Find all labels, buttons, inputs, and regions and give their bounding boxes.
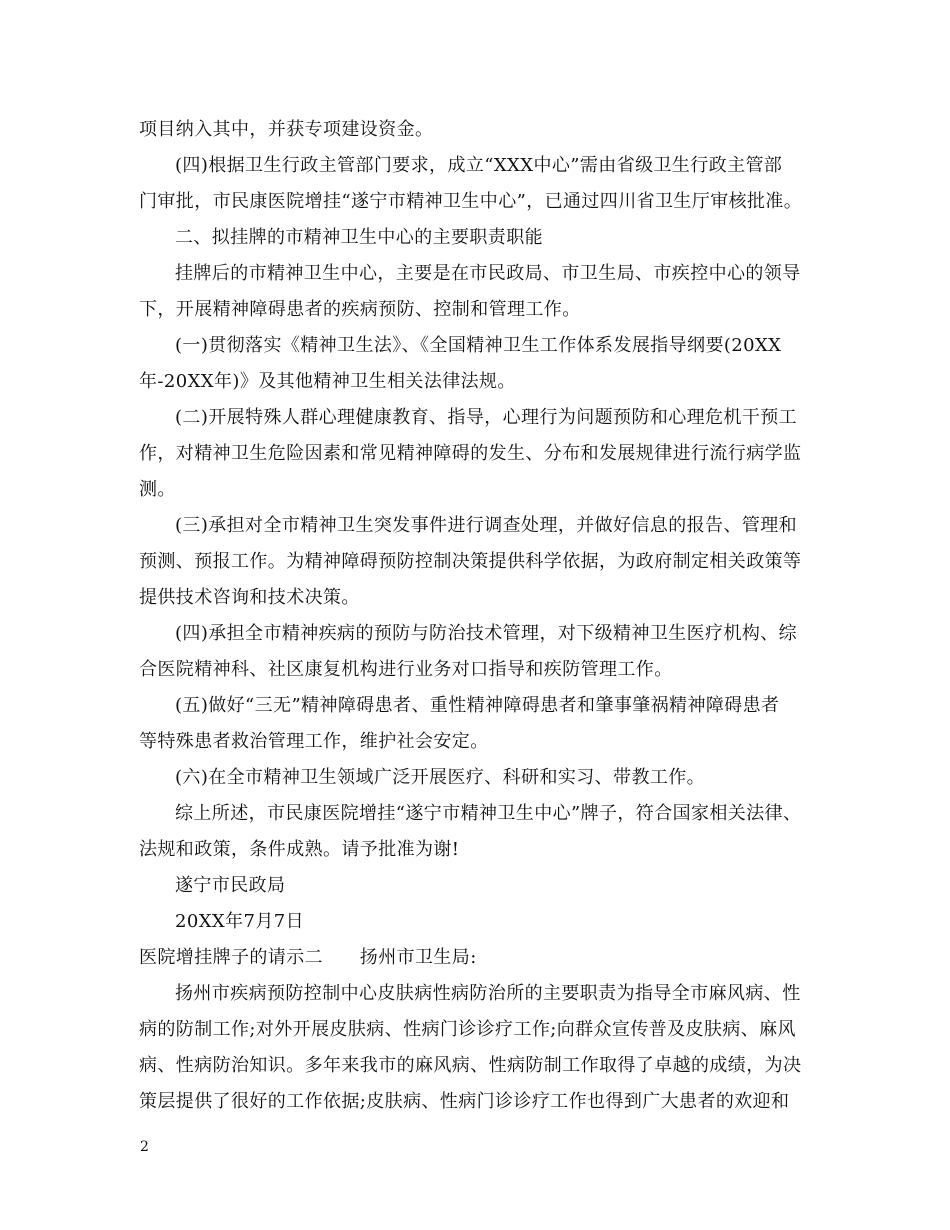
text-line: 下，开展精神障碍患者的疾病预防、控制和管理工作。 — [139, 299, 581, 320]
text-line: 法规和政策，条件成熟。请予批准为谢! — [139, 839, 460, 860]
text-line: 项目纳入其中，并获专项建设资金。 — [139, 119, 434, 140]
text-line: 策层提供了很好的工作依据;皮肤病、性病门诊诊疗工作也得到广大患者的欢迎和 — [139, 1091, 790, 1112]
text-line: 预测、预报工作。为精神障碍预防控制决策提供科学依据，为政府制定相关政策等 — [139, 551, 802, 572]
page-number: 2 — [140, 1139, 149, 1155]
text-line: 扬州市疾病预防控制中心皮肤病性病防治所的主要职责为指导全市麻风病、性 — [175, 983, 801, 1004]
text-line: 合医院精神科、社区康复机构进行业务对口指导和疾防管理工作。 — [139, 659, 673, 680]
signature-organization: 遂宁市民政局 — [175, 875, 286, 896]
text-line: 病、性病防治知识。多年来我市的麻风病、性病防制工作取得了卓越的成绩，为决 — [139, 1055, 802, 1076]
text-line: (四)根据卫生行政主管部门要求，成立“XXX中心”需由省级卫生行政主管部 — [175, 155, 783, 176]
text-line: 病的防制工作;对外开展皮肤病、性病门诊诊疗工作;向群众宣传普及皮肤病、麻风 — [139, 1019, 796, 1040]
text-line: 综上所述，市民康医院增挂“遂宁市精神卫生中心”牌子，符合国家相关法律、 — [175, 803, 802, 824]
text-line: (一)贯彻落实《精神卫生法》、《全国精神卫生工作体系发展指导纲要(20XX — [175, 335, 782, 356]
text-line: (二)开展特殊人群心理健康教育、指导，心理行为问题预防和心理危机干预工 — [175, 407, 798, 428]
signature-date: 20XX年7月7日 — [175, 911, 305, 932]
text-line: 年-20XX年)》及其他精神卫生相关法律法规。 — [139, 371, 516, 392]
text-line: (五)做好“三无”精神障碍患者、重性精神障碍患者和肇事肇祸精神障碍患者 — [175, 695, 780, 716]
text-line: 提供技术咨询和技术决策。 — [139, 587, 360, 608]
text-line: 门审批，市民康医院增挂“遂宁市精神卫生中心”，已通过四川省卫生厅审核批准。 — [139, 191, 803, 212]
text-line: (六)在全市精神卫生领域广泛开展医疗、科研和实习、带教工作。 — [175, 767, 706, 788]
text-line: 测。 — [139, 479, 176, 500]
text-line: (四)承担全市精神疾病的预防与防治技术管理，对下级精神卫生医疗机构、综 — [175, 623, 798, 644]
text-line: 作，对精神卫生危险因素和常见精神障碍的发生、分布和发展规律进行流行病学监 — [139, 443, 802, 464]
request-heading: 医院增挂牌子的请示二 扬州市卫生局: — [139, 947, 477, 968]
section-heading: 二、拟挂牌的市精神卫生中心的主要职责职能 — [175, 227, 543, 248]
text-line: 等特殊患者救治管理工作，维护社会安定。 — [139, 731, 489, 752]
text-line: 挂牌后的市精神卫生中心，主要是在市民政局、市卫生局、市疾控中心的领导 — [175, 263, 801, 284]
text-line: (三)承担对全市精神卫生突发事件进行调查处理，并做好信息的报告、管理和 — [175, 515, 798, 536]
